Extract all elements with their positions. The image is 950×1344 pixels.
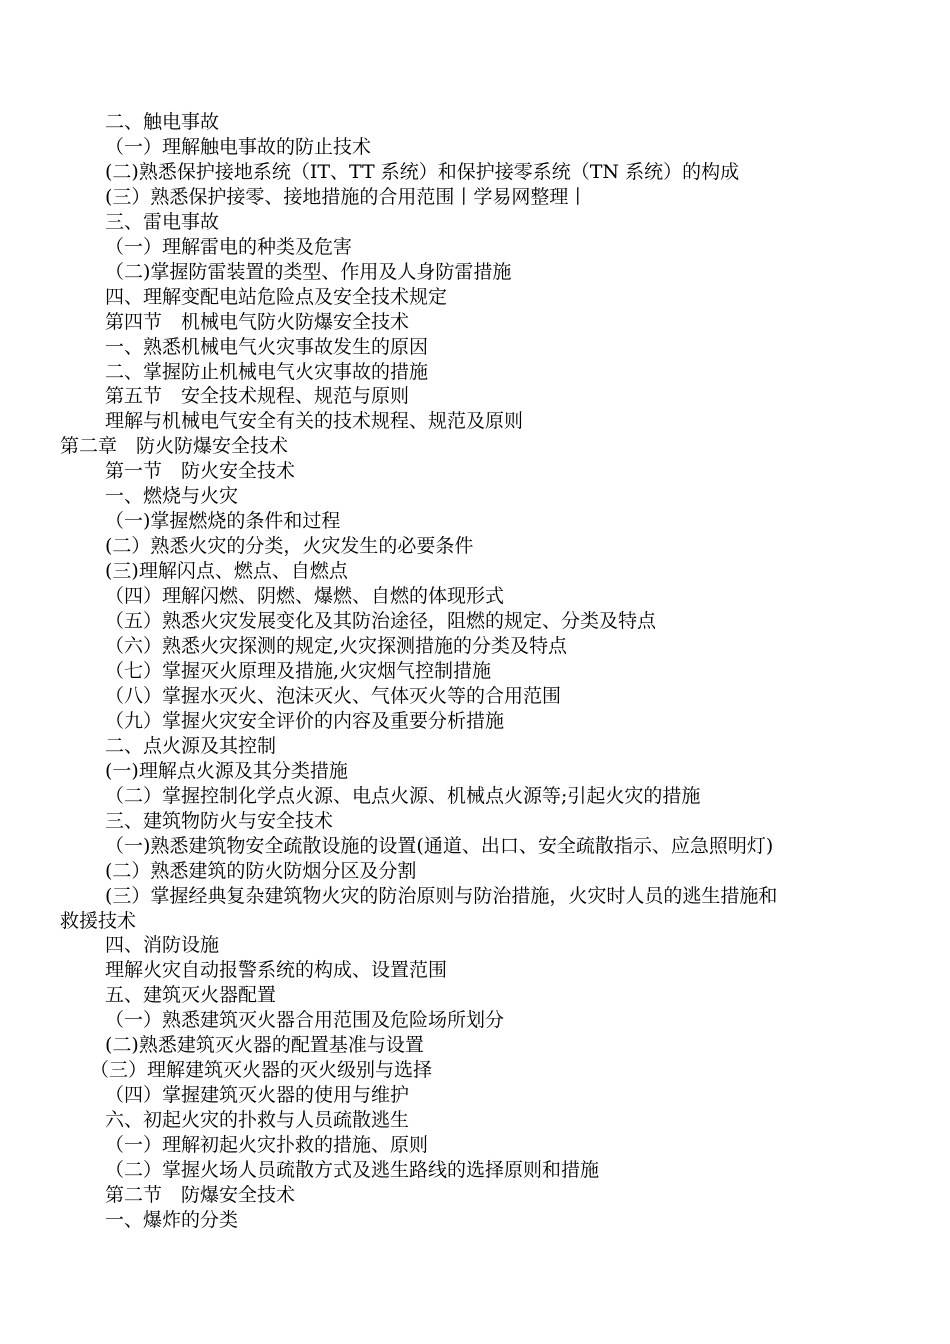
text-line: 一、熟悉机械电气火灾事故发生的原因 (105, 335, 429, 358)
text-line: 三、雷电事故 (105, 210, 220, 233)
text-line: （一）熟悉建筑灭火器合用范围及危险场所划分 (105, 1009, 505, 1032)
text-line: 五、建筑灭火器配置 (105, 984, 277, 1007)
text-line: （一)掌握燃烧的条件和过程 (105, 510, 341, 533)
document-body (60, 110, 905, 1233)
text-line: （四）掌握建筑灭火器的使用与维护 (105, 1084, 410, 1107)
text-line: 救援技术 (60, 909, 137, 932)
text-line: （六）熟悉火灾探测的规定,火灾探测措施的分类及特点 (105, 635, 568, 658)
text-line: 第二节 防爆安全技术 (105, 1183, 296, 1206)
text-line: 四、消防设施 (105, 934, 220, 957)
text-line: （四）理解闪燃、阴燃、爆燃、自燃的体现形式 (105, 585, 505, 608)
text-line: （一）理解初起火灾扑救的措施、原则 (105, 1134, 429, 1157)
text-line: （七）掌握灭火原理及措施,火灾烟气控制措施 (105, 659, 492, 682)
text-line: 四、理解变配电站危险点及安全技术规定 (105, 285, 448, 308)
text-line: （八）掌握水灭火、泡沫灭火、气体灭火等的合用范围 (105, 684, 562, 707)
text-line: (三)理解闪点、燃点、自燃点 (105, 560, 348, 583)
text-line: (一)理解点火源及其分类措施 (105, 759, 348, 782)
text-line: 一、爆炸的分类 (105, 1208, 239, 1231)
text-line: 第一节 防火安全技术 (105, 460, 296, 483)
text-line: 二、点火源及其控制 (105, 734, 277, 757)
text-line: (三）掌握经典复杂建筑物火灾的防治原则与防治措施，火灾时人员的逃生措施和 (105, 884, 778, 907)
text-line: 理解火灾自动报警系统的构成、设置范围 (105, 959, 448, 982)
text-line: （二)掌握防雷装置的类型、作用及人身防雷措施 (105, 260, 512, 283)
text-line: (二）熟悉建筑的防火防烟分区及分割 (105, 859, 417, 882)
text-line: 三、建筑物防火与安全技术 (105, 809, 334, 832)
text-line: 第四节 机械电气防火防爆安全技术 (105, 310, 410, 333)
text-line: (三）熟悉保护接零、接地措施的合用范围丨学易网整理丨 (105, 185, 588, 208)
text-line: 二、掌握防止机械电气火灾事故的措施 (105, 360, 429, 383)
text-line: （三）理解建筑灭火器的灭火级别与选择 (90, 1059, 433, 1082)
text-line: （二）掌握控制化学点火源、电点火源、机械点火源等;引起火灾的措施 (105, 784, 701, 807)
text-line: （一)熟悉建筑物安全疏散设施的设置(通道、出口、安全疏散指示、应急照明灯) (105, 834, 774, 857)
text-line: （二）掌握火场人员疏散方式及逃生路线的选择原则和措施 (105, 1159, 600, 1182)
text-line: 二、触电事故 (105, 111, 220, 133)
text-line: (二)熟悉保护接地系统（IT、TT 系统）和保护接零系统（TN 系统）的构成 (105, 160, 740, 183)
text-line: （一）理解触电事故的防止技术 (105, 135, 372, 158)
text-line: (二)熟悉建筑灭火器的配置基准与设置 (105, 1034, 424, 1057)
text-line: 第五节 安全技术规程、规范与原则 (105, 385, 410, 408)
text-line: （五）熟悉火灾发展变化及其防治途径，阻燃的规定、分类及特点 (105, 610, 657, 633)
text-line: (二）熟悉火灾的分类，火灾发生的必要条件 (105, 535, 474, 558)
text-line: 六、初起火灾的扑救与人员疏散逃生 (105, 1109, 410, 1132)
text-line: （九）掌握火灾安全评价的内容及重要分析措施 (105, 709, 505, 732)
text-line: 一、燃烧与火灾 (105, 485, 239, 508)
text-line: 理解与机械电气安全有关的技术规程、规范及原则 (105, 410, 524, 433)
text-line: （一）理解雷电的种类及危害 (105, 235, 353, 258)
text-line: 第二章 防火防爆安全技术 (60, 435, 289, 458)
